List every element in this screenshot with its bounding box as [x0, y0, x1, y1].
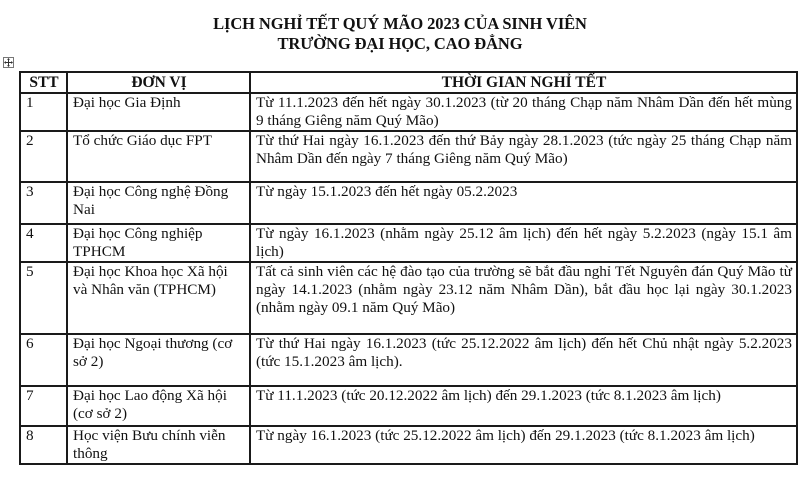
cell-stt: 1	[20, 93, 67, 131]
table-row	[20, 93, 797, 131]
table-row	[20, 334, 797, 386]
title-line-2: TRƯỜNG ĐẠI HỌC, CAO ĐẲNG	[277, 34, 523, 53]
header-period: THỜI GIAN NGHỈ TẾT	[250, 72, 797, 93]
table-row	[20, 224, 797, 262]
cell-period: Từ 11.1.2023 đến hết ngày 30.1.2023 (từ 20 tháng Chạp năm Nhâm Dần đến hết mùng 9 tháng Giêng năm Quý Mão)	[250, 93, 797, 131]
cell-stt: 6	[20, 334, 67, 386]
tet-holiday-table	[19, 71, 798, 465]
table-row	[20, 386, 797, 426]
cell-unit: Đại học Gia Định	[67, 93, 250, 131]
header-stt: STT	[20, 72, 67, 93]
cell-unit: Đại học Ngoại thương (cơ sở 2)	[67, 334, 250, 386]
cell-stt: 7	[20, 386, 67, 426]
table-move-handle[interactable]	[3, 57, 14, 68]
cell-unit: Đại học Lao động Xã hội (cơ sở 2)	[67, 386, 250, 426]
document-title	[0, 14, 800, 54]
table-row	[20, 262, 797, 334]
cell-unit: Đại học Công nghiệp TPHCM	[67, 224, 250, 262]
cell-period: Từ 11.1.2023 (tức 20.12.2022 âm lịch) đến 29.1.2023 (tức 8.1.2023 âm lịch)	[250, 386, 797, 426]
cell-period: Từ ngày 15.1.2023 đến hết ngày 05.2.2023	[250, 182, 797, 224]
move-arrows-icon	[4, 58, 13, 67]
title-line-1: LỊCH NGHỈ TẾT QUÝ MÃO 2023 CỦA SINH VIÊN	[213, 14, 587, 33]
cell-period: Từ thứ Hai ngày 16.1.2023 (tức 25.12.2022 âm lịch) đến hết Chủ nhật ngày 5.2.2023 (tức 15.1.2023 âm lịch).	[250, 334, 797, 386]
cell-period: Từ thứ Hai ngày 16.1.2023 đến thứ Bảy ngày 28.1.2023 (tức ngày 25 tháng Chạp năm Nhâm Dần đến ngày 7 tháng Giêng năm Quý Mão)	[250, 131, 797, 182]
table-row	[20, 131, 797, 182]
cell-stt: 2	[20, 131, 67, 182]
cell-unit: Đại học Công nghệ Đồng Nai	[67, 182, 250, 224]
cell-stt: 8	[20, 426, 67, 464]
cell-unit: Đại học Khoa học Xã hội và Nhân văn (TPHCM)	[67, 262, 250, 334]
cell-stt: 4	[20, 224, 67, 262]
table-row	[20, 182, 797, 224]
cell-period: Từ ngày 16.1.2023 (tức 25.12.2022 âm lịch) đến 29.1.2023 (tức 8.1.2023 âm lịch)	[250, 426, 797, 464]
header-unit: ĐƠN VỊ	[67, 72, 250, 93]
cell-unit: Tổ chức Giáo dục FPT	[67, 131, 250, 182]
table-row	[20, 426, 797, 464]
table-header-row	[20, 72, 797, 93]
cell-unit: Học viện Bưu chính viễn thông	[67, 426, 250, 464]
cell-period: Tất cả sinh viên các hệ đào tạo của trường sẽ bắt đầu nghỉ Tết Nguyên đán Quý Mão từ ngày 14.1.2023 (nhằm ngày 23.12 năm Nhâm Dần), bắt đầu học lại ngày 30.1.2023 (nhằm ngày 09.1 năm Quý Mão)	[250, 262, 797, 334]
cell-stt: 5	[20, 262, 67, 334]
cell-period: Từ ngày 16.1.2023 (nhằm ngày 25.12 âm lịch) đến hết ngày 5.2.2023 (ngày 15.1 âm lịch)	[250, 224, 797, 262]
cell-stt: 3	[20, 182, 67, 224]
